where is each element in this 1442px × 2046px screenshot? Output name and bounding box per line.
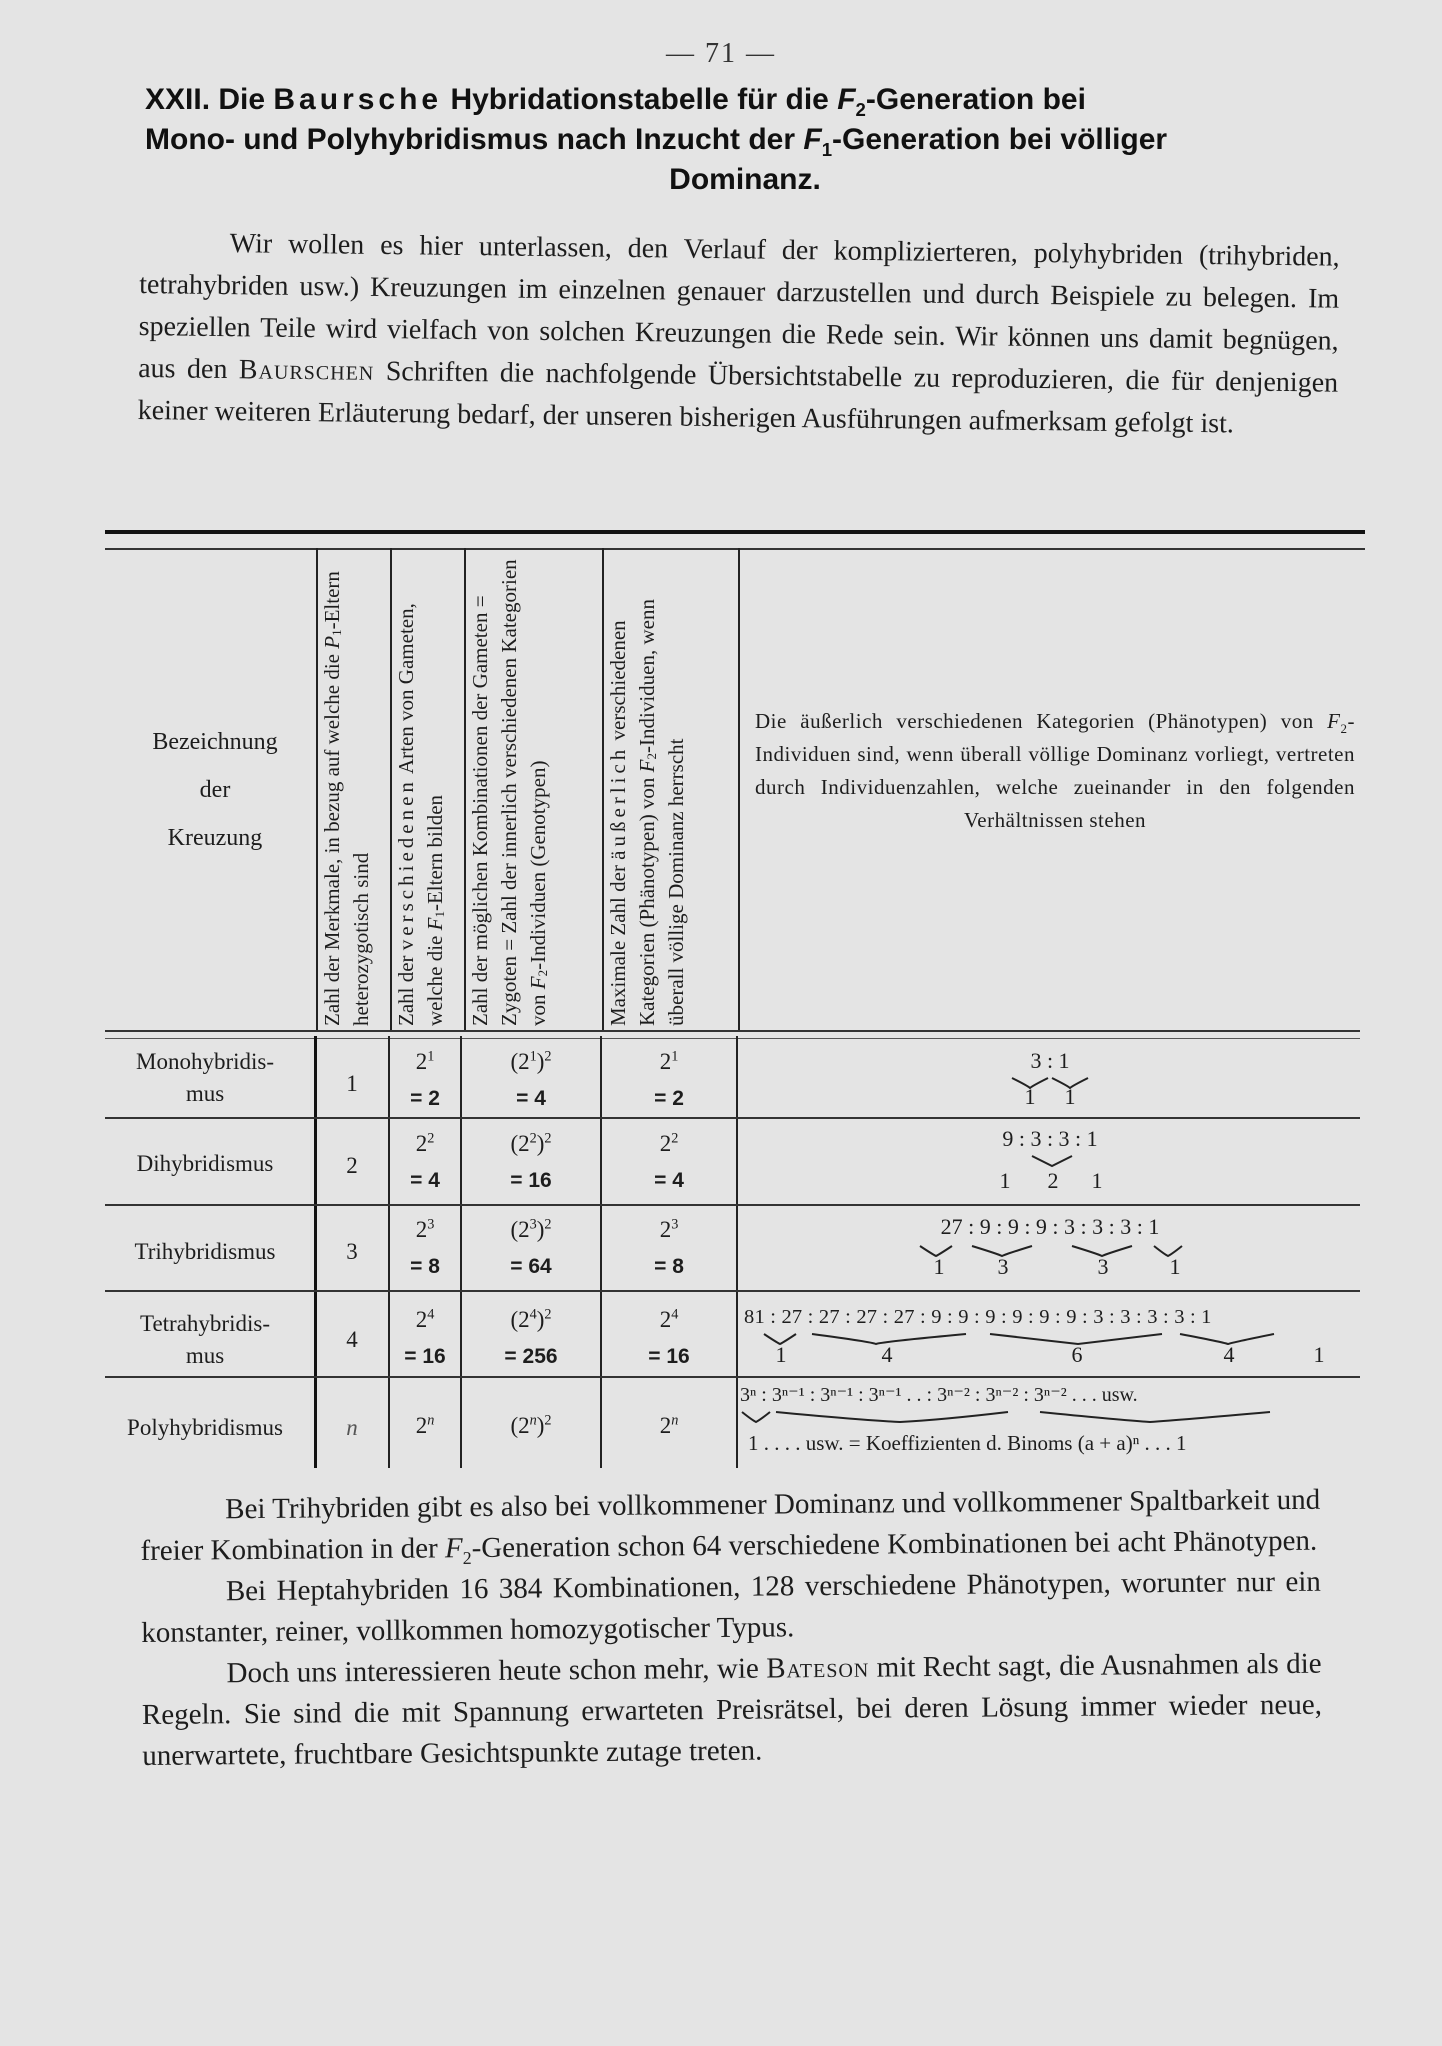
row-separator [105, 1204, 1360, 1206]
exponent: 2 [427, 1130, 435, 1147]
body-text-run: Doch uns interessieren heute schon mehr, wie [226, 1652, 767, 1690]
body-f-symbol: F [444, 1532, 463, 1565]
section-heading [145, 80, 1345, 200]
coefficient: 1 [933, 1254, 945, 1279]
base: (2 [510, 1413, 530, 1438]
value: = 4 [516, 1087, 546, 1110]
header-text: -Individuen (Genotypen) [526, 760, 550, 970]
cell-gametes [390, 1212, 460, 1285]
coefficient-poly: 1 . . . . usw. = Koeffizienten d. Binoms (a + a)ⁿ . . . 1 [748, 1431, 1187, 1455]
column-header-ratios [755, 705, 1355, 837]
exponent: 4 [427, 1306, 435, 1323]
row-name-tri: Trihybridismus [134, 1239, 276, 1264]
coefficient: 4 [881, 1342, 893, 1367]
header-text: Zahl der möglichen Kombinationen der Gameten = Zygoten = Zahl der innerlich verschiedenen Kategorien von [468, 559, 550, 1026]
header-text: -Eltern heterozygotisch sind [320, 571, 373, 1026]
heading-f-symbol: F [837, 83, 856, 116]
body-text-run: mit Recht sagt, die Ausnahmen als die Regeln. Sie sind die mit Spannung erwarteten Preisrätsel, bei deren Lösung immer wieder neue, unerwartete, fruchtbare Gesichtspunkte zutage treten. [141, 1647, 1323, 1772]
base: 2 [415, 1217, 428, 1242]
base: (2 [510, 1217, 530, 1242]
coefficient: 1 [1024, 1084, 1036, 1109]
column-header-gametes [392, 552, 462, 1026]
coefficient: 1 [999, 1168, 1011, 1193]
exponent: 3 [671, 1216, 679, 1233]
base: 2 [659, 1413, 672, 1438]
header-text: Zahl der Merkmale, in bezug auf welche die [320, 648, 344, 1026]
exponent: 2 [544, 1130, 552, 1147]
row-name-di: Dihybridismus [136, 1151, 274, 1176]
value: = 2 [410, 1087, 440, 1110]
coefficient: 1 [1064, 1084, 1076, 1109]
row-name-line: mus [185, 1081, 225, 1106]
coefficient: 1 [1091, 1168, 1103, 1193]
body-paragraph-1 [140, 1480, 1321, 1572]
heading-f-symbol: F [803, 123, 822, 156]
row-separator [105, 1376, 1360, 1378]
cell-traits: n [346, 1415, 358, 1440]
coefficient-brace [740, 1410, 1280, 1424]
heading-f-subscript: 2 [855, 99, 866, 120]
row-separator [105, 1290, 1360, 1292]
value: = 64 [510, 1255, 552, 1278]
heading-line-1 [145, 80, 1345, 120]
header-text: verschiedenen Kategorien (Phänotypen) von [606, 620, 659, 1026]
body-text [140, 1480, 1322, 1777]
header-text: -Eltern bilden [423, 794, 447, 912]
row-name-tetra [100, 1308, 310, 1372]
body-author: Bateson [766, 1651, 870, 1685]
base: 2 [659, 1049, 672, 1074]
base: 2 [415, 1131, 428, 1156]
header-text: -Individuen sind, wenn überall völlige Dominanz vorliegt, vertreten durch Individuenzahlen, welche zueinander in den folgenden Verhältnissen stehen [755, 709, 1355, 832]
header-f-symbol: F [526, 976, 550, 990]
value: = 2 [654, 1087, 684, 1110]
exponent: 4 [529, 1306, 537, 1323]
cell-combinations: $(2^4)^2$ = 256 [504, 1306, 558, 1368]
exponent: 4 [671, 1306, 679, 1323]
row-name-line: mus [185, 1343, 225, 1368]
exponent: n [671, 1412, 679, 1429]
heading-line-2 [145, 120, 1345, 160]
exponent: n [427, 1412, 435, 1429]
header-p-subscript: 1 [329, 629, 345, 636]
coefficient-brace [918, 1244, 1198, 1258]
cell-gametes [390, 1126, 460, 1199]
coefficient: 1 [1169, 1254, 1181, 1279]
value: = 256 [504, 1345, 558, 1368]
exponent: 1 [671, 1048, 679, 1065]
base: 2 [659, 1307, 672, 1332]
value: = 16 [648, 1345, 690, 1368]
row-name-mono [100, 1046, 310, 1110]
exponent: n [529, 1412, 537, 1429]
header-f-symbol: F [1327, 709, 1341, 733]
base: 2 [415, 1413, 428, 1438]
table-header-rule [105, 1030, 1360, 1032]
value: = 8 [410, 1255, 440, 1278]
exponent: 2 [671, 1130, 679, 1147]
coefficient: 4 [1223, 1342, 1235, 1367]
heading-text: Hybridationstabelle für die [442, 83, 838, 116]
header-text: Zahl der [394, 950, 418, 1026]
coefficient: 2 [1047, 1168, 1059, 1193]
base: (2 [510, 1131, 530, 1156]
row-name-poly: Polyhybridismus [127, 1415, 283, 1440]
cell-gametes [390, 1044, 460, 1117]
cell-gametes [390, 1302, 460, 1375]
value: = 16 [510, 1169, 552, 1192]
exponent: 2 [544, 1412, 552, 1429]
header-f-subscript: 2 [535, 969, 551, 977]
exponent: 2 [544, 1306, 552, 1323]
table-top-rule-thin [105, 548, 1365, 550]
column-header-phenotypes [604, 552, 736, 1026]
row-separator [105, 1117, 1360, 1119]
ratio-tetra: 81 : 27 : 27 : 27 : 27 : 9 : 9 : 9 : 9 : 9 : 9 : 3 : 3 : 3 : 3 : 1 [744, 1306, 1212, 1328]
exponent: 3 [529, 1216, 537, 1233]
header-word: der [199, 777, 231, 803]
coefficient: 3 [997, 1254, 1009, 1279]
cell-traits: 1 [346, 1071, 358, 1096]
header-text-spaced: äußerlich [606, 745, 630, 860]
header-f-subscript: 2 [1340, 721, 1348, 737]
ratio-mono: 3 : 1 [1030, 1048, 1070, 1073]
exponent: 1 [529, 1048, 537, 1065]
value: = 4 [410, 1169, 440, 1192]
column-header-traits [318, 552, 388, 1026]
header-text: Maximale Zahl der [606, 859, 630, 1026]
cell-combinations: $(2^1)^2$ = 4 [510, 1048, 552, 1110]
cell-traits: 2 [346, 1153, 358, 1178]
header-word: Bezeichnung [152, 729, 278, 755]
heading-text: Mono- und Polyhybridismus nach Inzucht der [145, 123, 804, 156]
base: 2 [415, 1049, 428, 1074]
header-text-spaced: verschiedenen [394, 778, 418, 951]
body-f-subscript: 2 [462, 1547, 472, 1568]
header-f-symbol: F [635, 759, 659, 773]
cell-phenotypes [602, 1408, 736, 1444]
column-header-crossing [110, 718, 320, 862]
header-divider [738, 548, 740, 1030]
page-number: — 71 — [666, 38, 776, 69]
heading-author: Baursche [273, 83, 443, 116]
ratio-di: 9 : 3 : 3 : 1 [1002, 1126, 1098, 1151]
body-paragraph-2: Bei Heptahybriden 16 384 Kombinationen, 128 verschiedene Phänotypen, worunter nur ein konstanter, reiner, vollkommen homozygotischer Typus. [141, 1565, 1321, 1649]
table-top-rule [105, 530, 1365, 534]
column-header-combinations [466, 552, 600, 1026]
cell-combinations: $(2^n)^2$ [510, 1412, 552, 1438]
ratio-tri: 27 : 9 : 9 : 9 : 3 : 3 : 3 : 1 [940, 1214, 1160, 1239]
header-p-symbol: P [320, 635, 344, 649]
body-text-run: Bei Trihybriden gibt es also bei vollkommener Dominanz und vollkommener Spaltbarkeit und freier Kombination in der [140, 1483, 1321, 1567]
intro-author: Baurschen [238, 354, 375, 387]
heading-line-3: Dominanz. [669, 163, 821, 196]
cell-traits: 4 [346, 1327, 358, 1352]
base: (2 [510, 1307, 530, 1332]
intro-text: Wir wollen es hier unterlassen, den Verlauf der komplizierteren, polyhybriden (trihybriden, tetrahybriden usw.) Kreuzungen im einzelnen genauer darzustellen und durch Beispiele zu belegen. Im speziellen Teile wird vielfach von solchen Kreuzungen die Rede sein. Wir können uns damit begnügen, aus den [138, 228, 1340, 386]
cell-combinations: $(2^2)^2$ = 16 [510, 1130, 552, 1192]
cell-phenotypes [602, 1212, 736, 1285]
header-f-subscript: 2 [644, 752, 660, 760]
body-divider [736, 1036, 738, 1468]
header-text: Arten von Gameten, welche die [394, 603, 447, 1026]
header-f-symbol: F [423, 917, 447, 931]
cell-combinations: $(2^3)^2$ = 64 [510, 1216, 552, 1278]
cell-traits: 3 [346, 1239, 358, 1264]
heading-f-subscript: 1 [821, 139, 833, 160]
base: (2 [510, 1049, 530, 1074]
coefficient: 6 [1071, 1342, 1083, 1367]
header-word: Kreuzung [167, 825, 263, 851]
exponent: 2 [544, 1048, 552, 1065]
header-text: Die äußerlich verschiedenen Kategorien (Phänotypen) von [755, 709, 1328, 733]
value: = 4 [654, 1169, 684, 1192]
heading-text: -Generation bei völliger [832, 123, 1168, 156]
coefficient-brace [762, 1332, 1342, 1346]
heading-text: -Generation bei [865, 83, 1086, 116]
cell-phenotypes [602, 1126, 736, 1199]
cell-phenotypes [602, 1044, 736, 1117]
exponent: 3 [427, 1216, 435, 1233]
exponent: 1 [427, 1048, 435, 1065]
heading-text: XXII. Die [145, 83, 274, 116]
base: 2 [659, 1217, 672, 1242]
header-f-subscript: 1 [432, 911, 448, 918]
coefficient: 3 [1097, 1254, 1109, 1279]
coefficient: 1 [1313, 1342, 1325, 1367]
cell-gametes [390, 1408, 460, 1444]
base: 2 [659, 1131, 672, 1156]
exponent: 2 [544, 1216, 552, 1233]
base: 2 [415, 1307, 428, 1332]
row-name-line: Monohybridis- [136, 1049, 274, 1074]
exponent: 2 [529, 1130, 537, 1147]
coefficient: 1 [775, 1342, 787, 1367]
value: = 8 [654, 1255, 684, 1278]
cell-phenotypes [602, 1302, 736, 1375]
intro-text: Schriften die nachfolgende Übersichtstabelle zu reproduzieren, die für denjenigen keiner weiteren Erläuterung bedarf, der unseren bisherigen Ausführungen aufmerksam gefolgt ist. [137, 355, 1339, 440]
value: = 16 [404, 1345, 446, 1368]
row-name-line: Tetrahybridis- [140, 1311, 270, 1336]
ratio-poly: 3ⁿ : 3ⁿ⁻¹ : 3ⁿ⁻¹ : 3ⁿ⁻¹ . . : 3ⁿ⁻² : 3ⁿ⁻² : 3ⁿ⁻² . . . usw. [740, 1384, 1138, 1406]
body-paragraph-3 [141, 1644, 1322, 1777]
intro-paragraph [137, 222, 1339, 447]
table-header-rule-2 [105, 1038, 1360, 1039]
body-text-run: -Generation schon 64 verschiedene Kombinationen bei acht Phänotypen. [471, 1524, 1318, 1565]
header-text: -Individuen, wenn überall völlige Dominanz herrscht [635, 599, 688, 1026]
